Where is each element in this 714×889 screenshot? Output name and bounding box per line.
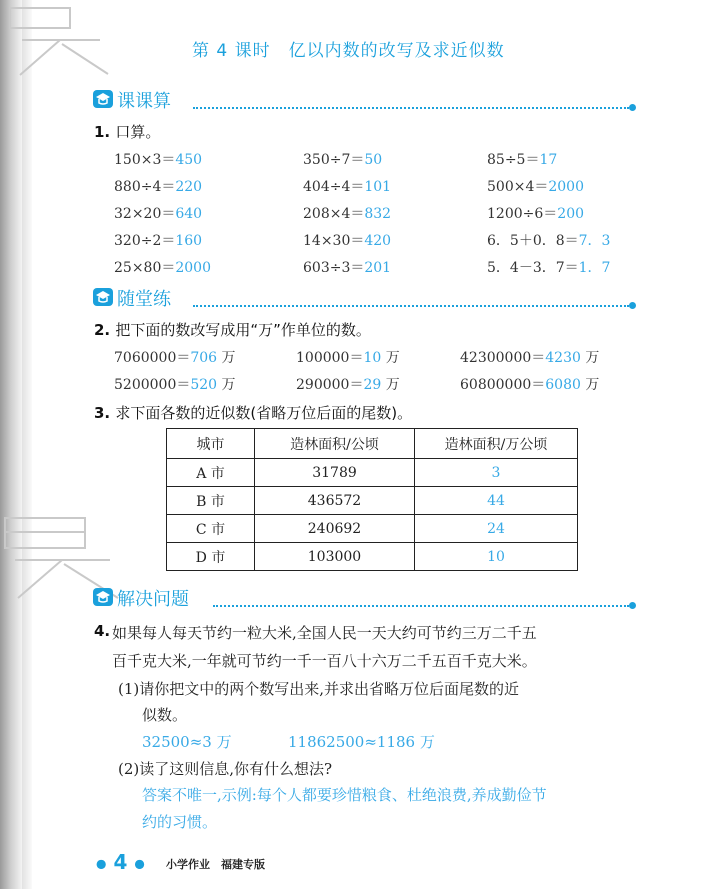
city-cell: D 市: [167, 543, 255, 571]
part-2-answer-line1: 答案不唯一,示例:每个人都要珍惜粮食、杜绝浪费,养成勤俭节: [142, 786, 547, 804]
expression-text: 100000＝: [296, 350, 364, 366]
math-expression: [114, 176, 202, 196]
area-cell: 436572: [255, 487, 415, 515]
rewrite-expression: [296, 347, 400, 367]
footer-series-label: 小学作业 福建专版: [166, 858, 265, 871]
table-row: [167, 459, 578, 487]
table-header: 造林面积/万公顷: [415, 429, 578, 459]
dotted-divider: [193, 305, 629, 307]
expression-text: 880÷4＝: [114, 179, 176, 195]
city-cell: C 市: [167, 515, 255, 543]
question-number: 1.: [94, 123, 111, 141]
rewrite-expression: [296, 374, 400, 394]
question-4-text-line2: 百千克大米,一年就可节约一千一百八十六万二千五百千克大米。: [112, 652, 537, 670]
math-expression: [303, 149, 382, 169]
divider-end-dot: [629, 602, 636, 609]
answer-value: 520: [190, 377, 218, 393]
answer-value: 29: [363, 377, 382, 393]
answer-value: 4230: [545, 350, 581, 366]
math-expression: [487, 230, 610, 250]
city-cell: A 市: [167, 459, 255, 487]
math-expression: [303, 230, 391, 250]
bullet-dot: ●: [96, 856, 107, 871]
expression-text: 6．5＋0．8＝: [487, 233, 579, 249]
answer-value: 420: [364, 233, 392, 249]
answer-value: 201: [364, 260, 392, 276]
math-expression: [303, 257, 391, 277]
city-cell: B 市: [167, 487, 255, 515]
part-1-answer-1: 32500≈3 万: [142, 733, 232, 751]
answer-value: 1．7: [578, 260, 611, 276]
expression-text: 60800000＝: [460, 377, 546, 393]
answer-value: 2000: [175, 260, 211, 276]
answer-value: 160: [175, 233, 203, 249]
dotted-divider: [193, 107, 629, 109]
part-2-answer-line2: 约的习惯。: [142, 813, 218, 831]
question-1-heading: [94, 121, 160, 142]
part-1-question-line2: 似数。: [142, 706, 188, 724]
question-3-heading: [94, 402, 412, 423]
expression-text: 404÷4＝: [303, 179, 365, 195]
answer-value: 832: [364, 206, 392, 222]
math-expression: [114, 203, 202, 223]
rewrite-expression: [460, 374, 599, 394]
part-1-question-line1: (1)请你把文中的两个数写出来,并求出省略万位后面尾数的近: [118, 680, 520, 698]
question-number: 3.: [94, 404, 111, 422]
math-expression: [487, 203, 584, 223]
book-spine-shadow: [0, 0, 22, 889]
section-title: 课课算: [117, 91, 171, 112]
unit-label: 万: [221, 377, 236, 393]
page-number: [96, 850, 145, 874]
expression-text: 1200÷6＝: [487, 206, 558, 222]
expression-text: 5．4－3．7＝: [487, 260, 579, 276]
graduation-cap-icon: [93, 90, 113, 108]
area-cell: 240692: [255, 515, 415, 543]
answer-cell: 44: [415, 487, 578, 515]
answer-value: 706: [190, 350, 218, 366]
section-header-problem-solving: [93, 586, 638, 610]
divider-end-dot: [629, 302, 636, 309]
question-text: 把下面的数改写成用“万”作单位的数。: [115, 321, 371, 339]
section-header-practice: [93, 88, 638, 112]
table-row: [167, 487, 578, 515]
answer-value: 10: [363, 350, 382, 366]
expression-text: 290000＝: [296, 377, 364, 393]
question-4-text-line1: 如果每人每天节约一粒大米,全国人民一天大约可节约三万二千五: [112, 624, 537, 642]
rewrite-expression: [114, 347, 236, 367]
dotted-divider: [213, 605, 629, 607]
area-cell: 31789: [255, 459, 415, 487]
answer-cell: 24: [415, 515, 578, 543]
section-header-class-practice: [93, 286, 638, 310]
answer-cell: 10: [415, 543, 578, 571]
table-row: [167, 515, 578, 543]
answer-value: 200: [557, 206, 585, 222]
answer-cell: 3: [415, 459, 578, 487]
expression-text: 350÷7＝: [303, 152, 365, 168]
math-expression: [487, 149, 557, 169]
graduation-cap-icon: [93, 288, 113, 306]
expression-text: 208×4＝: [303, 206, 365, 222]
book-gutter: [22, 0, 32, 889]
graduation-cap-icon: [93, 588, 113, 606]
expression-text: 25×80＝: [114, 260, 176, 276]
answer-value: 101: [364, 179, 392, 195]
question-2-heading: [94, 319, 371, 340]
math-expression: [303, 176, 391, 196]
expression-text: 320÷2＝: [114, 233, 176, 249]
unit-label: 万: [385, 377, 400, 393]
watermark-top: [0, 0, 115, 80]
answer-value: 50: [364, 152, 383, 168]
expression-text: 7060000＝: [114, 350, 191, 366]
table-header: 造林面积/公顷: [255, 429, 415, 459]
lesson-title: 第 4 课时 亿以内数的改写及求近似数: [192, 41, 505, 61]
answer-value: 2000: [548, 179, 584, 195]
rewrite-expression: [114, 374, 236, 394]
table-row: [167, 543, 578, 571]
expression-text: 14×30＝: [303, 233, 365, 249]
unit-label: 万: [585, 350, 600, 366]
math-expression: [114, 149, 202, 169]
expression-text: 5200000＝: [114, 377, 191, 393]
answer-value: 17: [539, 152, 558, 168]
section-title: 解决问题: [117, 589, 189, 610]
answer-value: 640: [175, 206, 203, 222]
rewrite-expression: [460, 347, 599, 367]
unit-label: 万: [585, 377, 600, 393]
table-header: 城市: [167, 429, 255, 459]
math-expression: [303, 203, 391, 223]
divider-end-dot: [629, 104, 636, 111]
area-cell: 103000: [255, 543, 415, 571]
math-expression: [114, 230, 202, 250]
part-2-question: (2)读了这则信息,你有什么想法?: [118, 760, 333, 778]
question-text: 口算。: [115, 123, 161, 141]
question-number: 2.: [94, 321, 111, 339]
math-expression: [114, 257, 211, 277]
answer-value: 220: [175, 179, 203, 195]
expression-text: 500×4＝: [487, 179, 549, 195]
math-expression: [487, 257, 610, 277]
question-text: 求下面各数的近似数(省略万位后面的尾数)。: [115, 404, 413, 422]
unit-label: 万: [385, 350, 400, 366]
unit-label: 万: [221, 350, 236, 366]
expression-text: 150×3＝: [114, 152, 176, 168]
answer-value: 450: [175, 152, 203, 168]
expression-text: 32×20＝: [114, 206, 176, 222]
section-title: 随堂练: [117, 289, 171, 310]
bullet-dot: ●: [134, 856, 145, 871]
table-header-row: [167, 429, 578, 459]
expression-text: 42300000＝: [460, 350, 546, 366]
answer-value: 7．3: [578, 233, 611, 249]
part-1-answer-2: 11862500≈1186 万: [288, 733, 435, 751]
answer-value: 6080: [545, 377, 581, 393]
afforestation-table: [166, 428, 578, 571]
math-expression: [487, 176, 584, 196]
page-number-value: 4: [113, 850, 128, 874]
question-4-number: 4.: [94, 622, 111, 640]
expression-text: 85÷5＝: [487, 152, 540, 168]
expression-text: 603÷3＝: [303, 260, 365, 276]
